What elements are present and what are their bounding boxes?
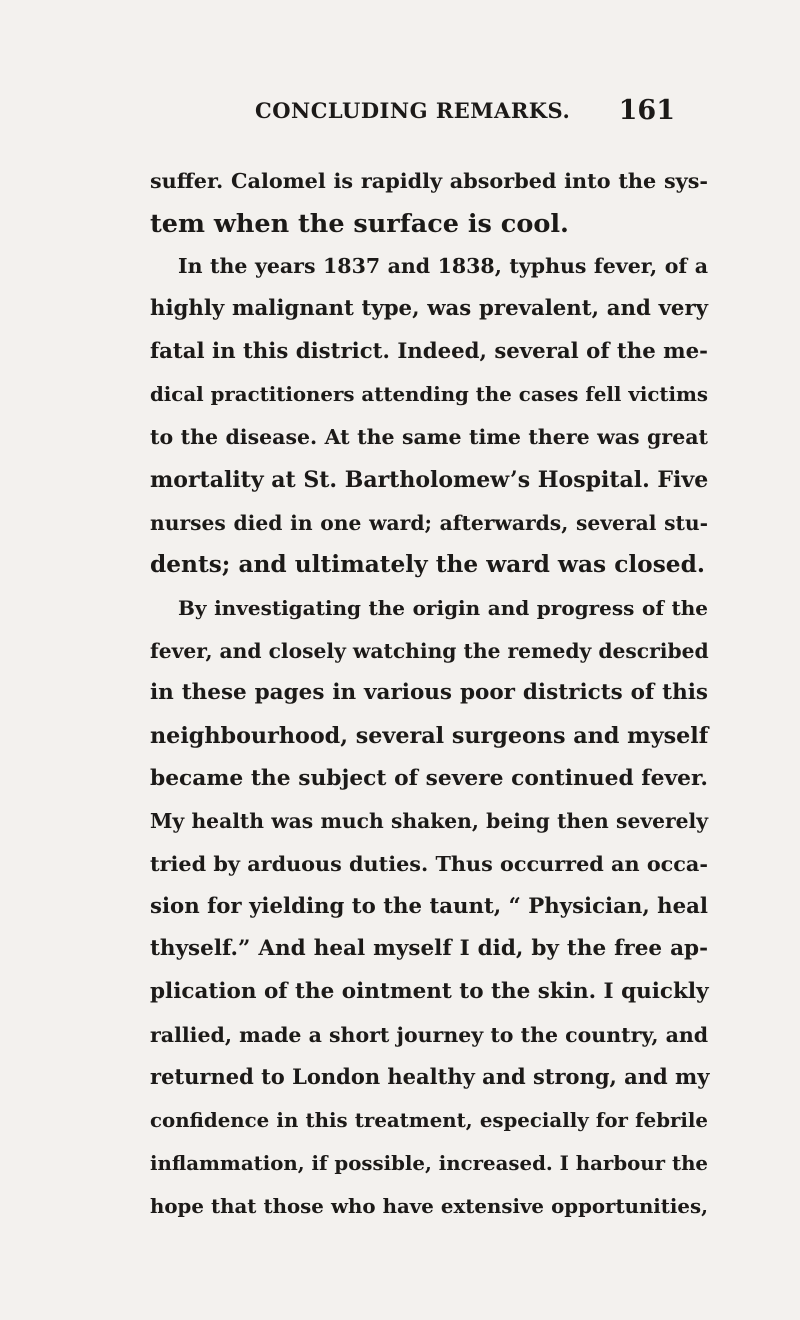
text-line-7: to the disease. At the same time there was great: [150, 425, 708, 450]
text-line-3: In the years 1837 and 1838, typhus fever, of a: [178, 254, 708, 279]
text-line-14: neighbourhood, several surgeons and myself: [150, 722, 709, 749]
text-line-10: dents; and ultimately the ward was closed.: [150, 551, 705, 579]
text-line-24: inflammation, if possible, increased. I harbour the: [150, 1150, 708, 1175]
text-line-6: dical practitioners attending the cases fell victims: [150, 382, 708, 407]
text-line-18: sion for yielding to the taunt, “ Physician, heal: [150, 893, 708, 919]
body-text: [150, 160, 708, 1227]
text-line-2: tem when the surface is cool.: [150, 208, 569, 239]
text-line-15: became the subject of severe continued fever.: [150, 765, 708, 791]
page-number: 161: [618, 95, 675, 126]
text-line-20: plication of the ointment to the skin. I quickly: [150, 979, 709, 1005]
running-head: [255, 95, 675, 138]
text-line-11: By investigating the origin and progress of the: [178, 595, 708, 620]
text-line-12: fever, and closely watching the remedy described: [150, 638, 709, 663]
text-line-4: highly malignant type, was prevalent, and very: [150, 296, 708, 322]
text-line-22: returned to London healthy and strong, and my: [150, 1064, 710, 1090]
text-line-23: confidence in this treatment, especially for febrile: [150, 1108, 708, 1133]
running-title: CONCLUDING REMARKS.: [255, 98, 571, 123]
text-line-25: hope that those who have extensive opportunities,: [150, 1193, 708, 1218]
text-line-17: tried by arduous duties. Thus occurred an occa-: [150, 852, 708, 876]
text-line-9: nurses died in one ward; afterwards, several stu-: [150, 510, 708, 535]
text-line-13: in these pages in various poor districts of this: [150, 680, 708, 706]
text-line-19: thyself.” And heal myself I did, by the free ap-: [150, 936, 708, 962]
text-line-16: My health was much shaken, being then severely: [150, 809, 708, 834]
text-line-8: mortality at St. Bartholomew’s Hospital. Five: [150, 466, 709, 493]
text-line-1: suffer. Calomel is rapidly absorbed into the sys-: [150, 169, 708, 193]
text-line-5: fatal in this district. Indeed, several of the me-: [150, 338, 708, 364]
text-line-21: rallied, made a short journey to the country, and: [150, 1022, 709, 1047]
